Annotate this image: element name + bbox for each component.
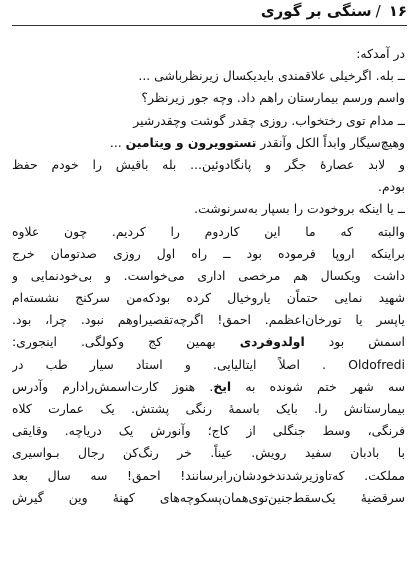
text-line: بودم.: [378, 179, 405, 195]
text-line: با بادبان سفید رویش. عیناً. خر رنگ‌کن رجال بـواسیری: [12, 445, 405, 461]
emphasized-term: ایخ: [213, 378, 232, 394]
emphasized-term: اولدوفردی: [239, 334, 305, 350]
text-line: وهیچ‌سیگار وابداً الکل وآنقدر تستوویرون و ویتامین ...: [109, 134, 405, 150]
text-line: Oldofredi . اصلاً ایتالیایی. و استاد سیار طب در: [12, 356, 405, 372]
text-line: سه شهر ختم شونده به ایخ. هنوز کارت‌اسمش‌رادارم وآدرس: [12, 378, 405, 394]
text-line: و لابد عصارهٔ جگر و پانگادوئین... بله باقیش را خودم حفظ: [12, 156, 405, 172]
text-line: والبته که ما این کاردوم را کردیم. چون علاوه: [12, 223, 405, 239]
text-line: اسمش بود اولدوفردی بهمین کج وکولگی. اینجوری:: [12, 334, 405, 350]
text-line: بیمارستانش را. بایک باسمهٔ رنگی پشتش. یک عمارت کلاه: [12, 401, 405, 416]
page-header: [261, 2, 407, 20]
book-title: سنگی بر گوری: [260, 2, 372, 20]
page-body-text: [12, 43, 405, 509]
text-line: ــ یا اینکه بروخودت را بسپار به‌سرنوشت.: [194, 201, 405, 217]
text-line: فرنگی، وسط جنگلی از کاج؛ وآنورش یک دریاچه. وقایقی: [12, 423, 405, 439]
text-line: در آمدکه:: [356, 46, 405, 61]
text-line: ــ بله. اگرخیلی علاقمندی بایدیکسال زیرنظرباشی ...: [138, 68, 405, 84]
emphasized-term: تستوویرون و ویتامین: [125, 134, 257, 150]
text-line: واسم ورسم بیمارستان راهم داد. وچه جور زیرنظر؟: [141, 90, 405, 106]
header-rule: [12, 25, 407, 26]
text-line: داشت ویکسال هم مرخصی اداری می‌خواست. و بی‌خودنمایی و: [12, 267, 405, 283]
text-line: براینکه اروپا فرموده بود ــ راه اول روزی صدتومان خرج: [12, 245, 405, 261]
page-number: ۱۶: [388, 2, 407, 20]
text-line: سرقضیهٔ یک‌سقط‌جنین‌توی‌همان‌پسکوچه‌های کهنهٔ وین گیرش: [12, 489, 405, 505]
text-line: ــ مدام توی رختخواب. روزی چقدر گوشت وچقدرشیر: [133, 112, 405, 128]
text-line: یاپسر یا تورخان‌اعظمم. احمق! اگرچه‌تقصیراوهم نبود. چرا، بود.: [12, 312, 405, 328]
text-line: مملکت. که‌تاوزیرشدندخودشان‌رابرسانند! احمق! سه سال بعد: [12, 467, 405, 483]
text-line: شهید نمایی حتماًن یاروخیال کرده بودکه‌من سرکنج نشسته‌ام: [12, 290, 405, 306]
header-separator: /: [375, 2, 381, 20]
